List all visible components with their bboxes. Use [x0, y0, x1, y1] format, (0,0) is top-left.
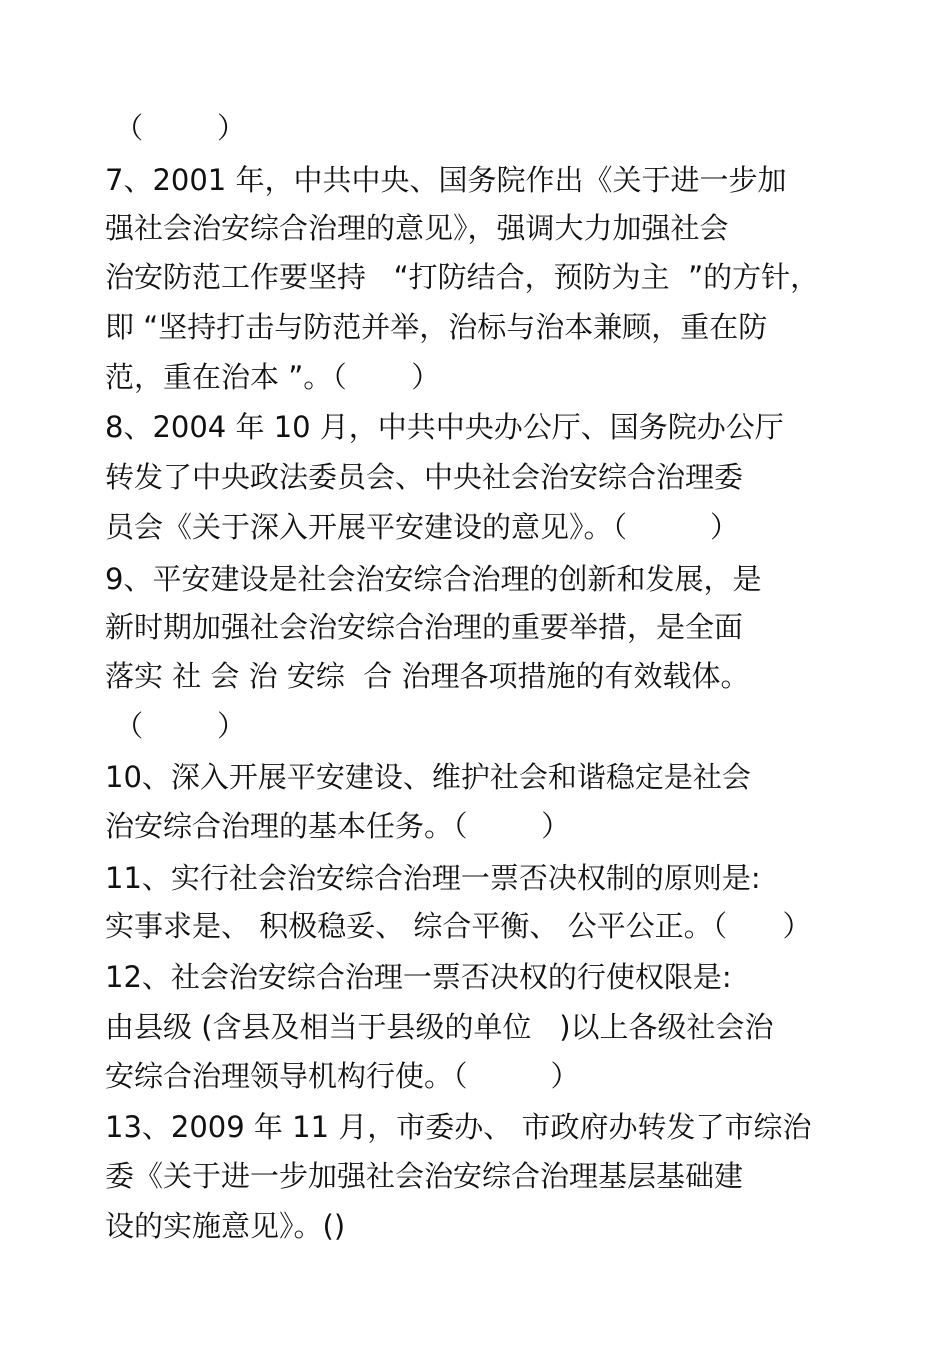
text-line: 即 “坚持打击与防范并举，治标与治本兼顾，重在防 — [105, 310, 768, 344]
text-line: 11、实行社会治安综合治理一票否决权制的原则是: — [105, 861, 761, 895]
text-line: 9、平安建设是社会治安综合治理的创新和发展，是 — [105, 562, 762, 596]
text-line: 13、2009 年 11 月，市委办、 市政府办转发了市综治 — [105, 1110, 812, 1144]
text-line: 10、深入开展平安建设、维护社会和谐稳定是社会 — [105, 760, 751, 794]
text-line: 由县级 (含县及相当于县级的单位 )以上各级社会治 — [105, 1010, 774, 1044]
text-line: 8、2004 年 10 月，中共中央办公厅、国务院办公厅 — [105, 410, 784, 444]
text-line: 7、2001 年，中共中央、国务院作出《关于进一步加 — [105, 163, 787, 197]
text-line: 实事求是、 积极稳妥、 综合平衡、 公平公正。（ ） — [105, 909, 812, 943]
text-line: 12、社会治安综合治理一票否决权的行使权限是: — [105, 960, 732, 994]
text-line: 委《关于进一步加强社会治安综合治理基层基础建 — [105, 1159, 744, 1193]
text-line: 转发了中央政法委员会、中央社会治安综合治理委 — [105, 460, 744, 494]
text-line: 设的实施意见》。() — [105, 1209, 346, 1243]
text-line: 安综合治理领导机构行使。（ ） — [105, 1059, 580, 1093]
text-line: 治安综合治理的基本任务。（ ） — [105, 809, 571, 843]
text-line: 落实 社 会 治 安综 合 治理各项措施的有效载体。 — [105, 659, 750, 693]
text-line: 范，重在治本 ”。（ ） — [105, 360, 441, 394]
text-line: 新时期加强社会治安综合治理的重要举措，是全面 — [105, 610, 744, 644]
text-line: （ ） — [105, 709, 246, 743]
text-line: 治安防范工作要坚持 “打防结合，预防为主 ”的方针， — [105, 260, 820, 294]
text-line: 员会《关于深入开展平安建设的意见》。（ ） — [105, 510, 739, 544]
text-line: 强社会治安综合治理的意见》，强调大力加强社会 — [105, 211, 729, 245]
text-line: （ ） — [105, 111, 246, 145]
